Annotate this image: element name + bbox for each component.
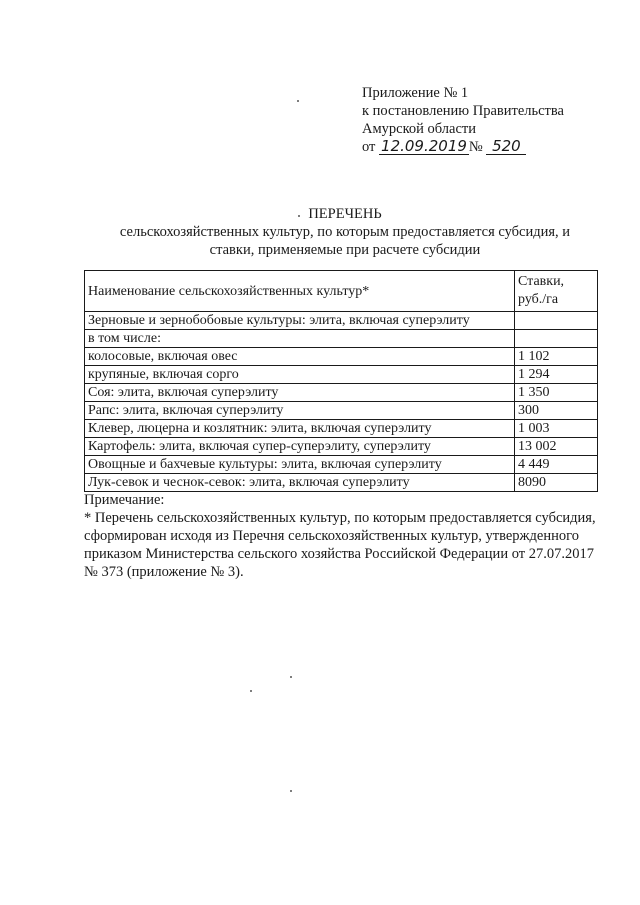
crop-rate bbox=[515, 312, 598, 330]
table-row bbox=[85, 348, 598, 366]
handwritten-date: 12.09.2019 bbox=[381, 137, 467, 155]
table-row bbox=[85, 438, 598, 456]
date-number-line bbox=[362, 138, 564, 156]
column-header-crop: Наименование сельскохозяйственных культур* bbox=[85, 271, 515, 312]
appendix-number: Приложение № 1 bbox=[362, 85, 469, 101]
scan-speck bbox=[298, 215, 300, 217]
title-heading: ПЕРЕЧЕНЬ bbox=[308, 206, 382, 222]
crop-name: Овощные и бахчевые культуры: элита, включая суперэлиту bbox=[85, 456, 515, 474]
table-header-row bbox=[85, 271, 598, 312]
table-row bbox=[85, 366, 598, 384]
footnote bbox=[84, 491, 604, 581]
document-title bbox=[80, 205, 610, 259]
crop-name: Соя: элита, включая суперэлиту bbox=[85, 384, 515, 402]
crop-name: крупяные, включая сорго bbox=[85, 366, 515, 384]
scan-speck bbox=[297, 100, 299, 102]
table-row bbox=[85, 420, 598, 438]
title-line-1: сельскохозяйственных культур, по которым предоставляется субсидия, и bbox=[119, 224, 571, 240]
crop-rate: 4 449 bbox=[515, 456, 598, 474]
table-row bbox=[85, 384, 598, 402]
column-header-rate: Ставки, руб./га bbox=[515, 271, 598, 312]
crop-rate: 300 bbox=[515, 402, 598, 420]
table-row bbox=[85, 402, 598, 420]
footnote-text: * Перечень сельскохозяйственных культур, по которым предоставляется субсидия, сформирован исходя из Перечня сельскохозяйственных культур, утвержденного приказом Министерства сельского хозяйства Российской Федерации от 27.07.2017 № 373 (приложение № 3). bbox=[84, 510, 596, 580]
scan-speck bbox=[290, 790, 292, 792]
crop-rate: 8090 bbox=[515, 474, 598, 492]
crop-rate: 1 350 bbox=[515, 384, 598, 402]
crop-rate: 13 002 bbox=[515, 438, 598, 456]
appendix-header bbox=[362, 84, 564, 156]
crop-name: Рапс: элита, включая суперэлиту bbox=[85, 402, 515, 420]
handwritten-number: 520 bbox=[486, 139, 526, 155]
crop-rate: 1 102 bbox=[515, 348, 598, 366]
table-row bbox=[85, 312, 598, 330]
resolution-reference: к постановлению Правительства bbox=[362, 103, 564, 119]
crop-name: Картофель: элита, включая супер-суперэлиту, суперэлиту bbox=[85, 438, 515, 456]
region-name: Амурской области bbox=[362, 121, 476, 137]
crop-name: Лук-севок и чеснок-севок: элита, включая суперэлиту bbox=[85, 474, 515, 492]
crop-name: Клевер, люцерна и козлятник: элита, включая суперэлиту bbox=[85, 420, 515, 438]
table-row bbox=[85, 474, 598, 492]
crop-rate: 1 003 bbox=[515, 420, 598, 438]
title-line-2: ставки, применяемые при расчете субсидии bbox=[209, 242, 481, 258]
table-row bbox=[85, 456, 598, 474]
table-row bbox=[85, 330, 598, 348]
date-prefix: от bbox=[362, 139, 376, 155]
crop-name: в том числе: bbox=[85, 330, 515, 348]
crop-rate: 1 294 bbox=[515, 366, 598, 384]
crop-rate bbox=[515, 330, 598, 348]
number-sign: № bbox=[468, 139, 483, 155]
crop-name: Зерновые и зернобобовые культуры: элита, включая суперэлиту bbox=[85, 312, 515, 330]
footnote-label: Примечание: bbox=[84, 492, 165, 508]
scan-speck bbox=[290, 676, 292, 678]
crops-rates-table bbox=[84, 270, 598, 492]
scan-speck bbox=[250, 690, 252, 692]
crop-name: колосовые, включая овес bbox=[85, 348, 515, 366]
